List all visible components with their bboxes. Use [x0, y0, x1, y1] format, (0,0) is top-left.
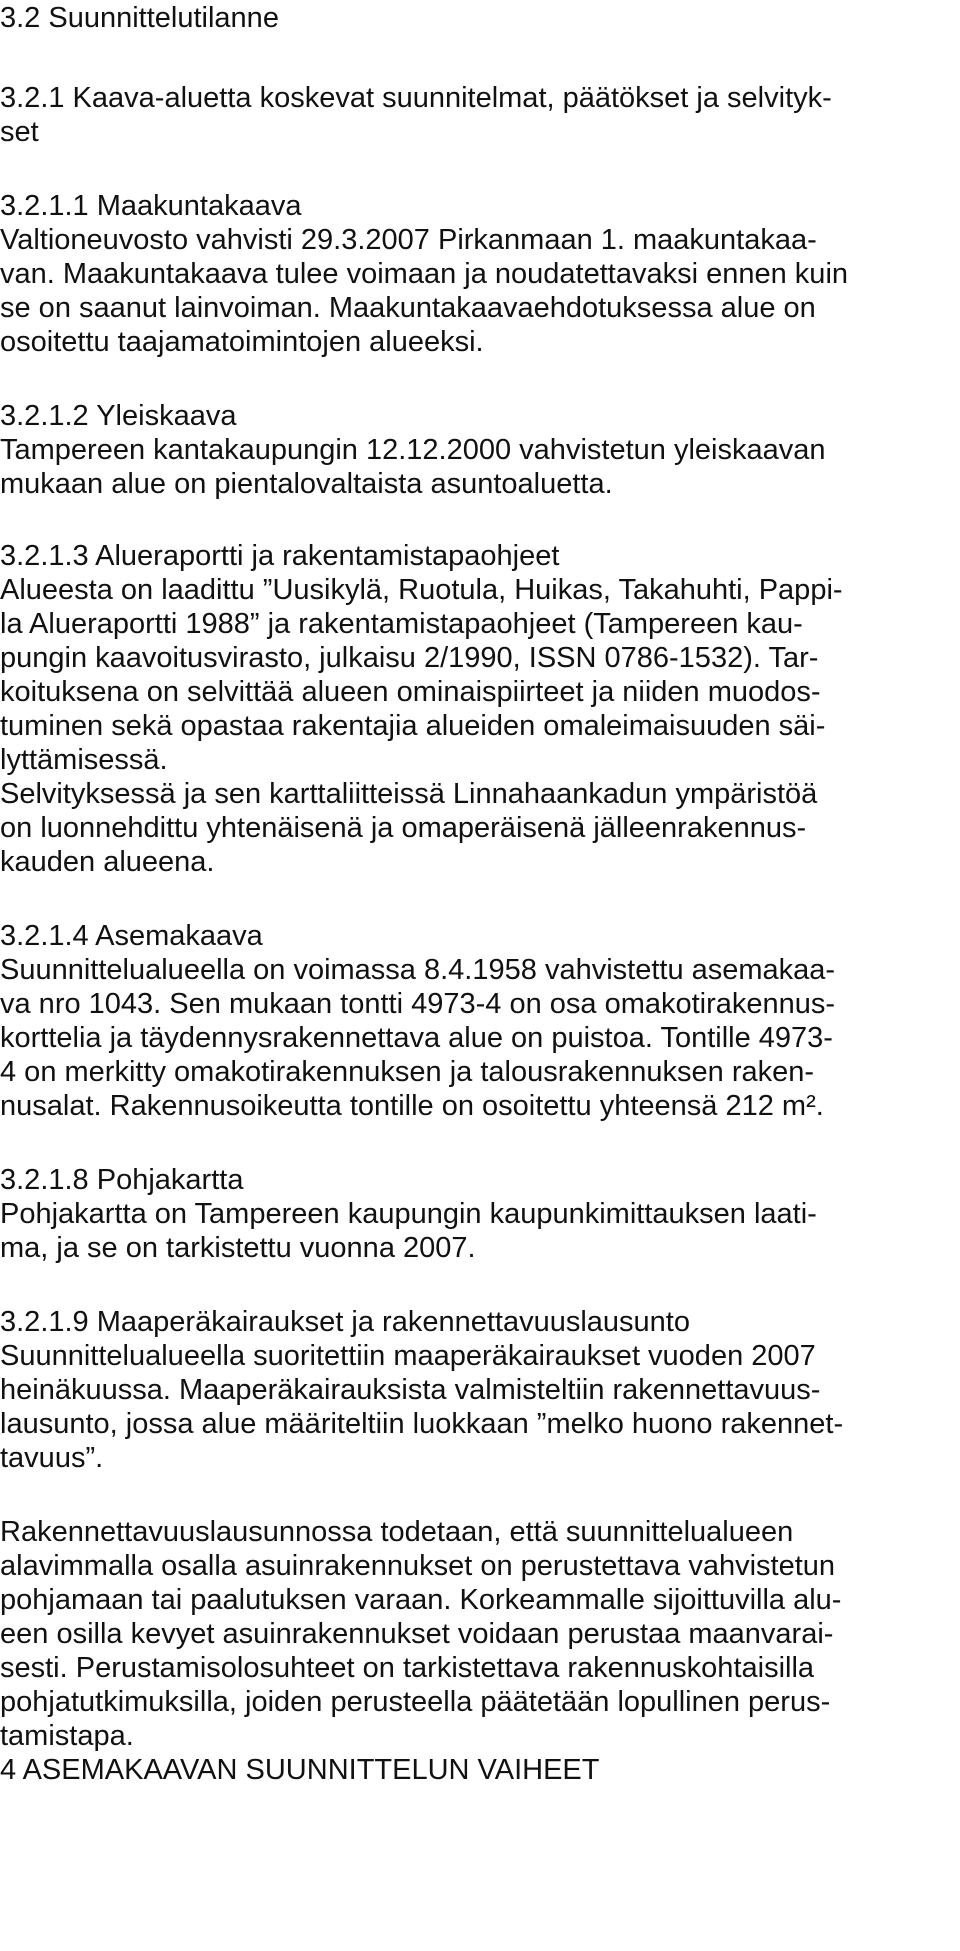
paragraph-line: la Alueraportti 1988” ja rakentamistapaohjeet (Tampereen kau-: [0, 608, 803, 640]
paragraph-line: sesti. Perustamisolosuhteet on tarkistettava rakennuskohtaisilla: [0, 1652, 815, 1684]
paragraph-line: osoitettu taajamatoimintojen alueeksi.: [0, 326, 484, 358]
paragraph-line: tavuus”.: [0, 1442, 104, 1474]
paragraph-line: een osilla kevyet asuinrakennukset voidaan perustaa maanvarai-: [0, 1618, 834, 1650]
paragraph-line: lausunto, jossa alue määriteltiin luokkaan ”melko huono rakennet-: [0, 1408, 844, 1440]
paragraph-line: pungin kaavoitusvirasto, julkaisu 2/1990, ISSN 0786-1532). Tar-: [0, 642, 819, 674]
paragraph-line: van. Maakuntakaava tulee voimaan ja noudatettavaksi ennen kuin: [0, 258, 849, 290]
paragraph-line: Selvityksessä ja sen karttaliitteissä Linnahaankadun ympäristöä: [0, 778, 818, 810]
paragraph-line: heinäkuussa. Maaperäkairauksista valmisteltiin rakennettavuus-: [0, 1374, 821, 1406]
paragraph-line: Suunnittelualueella suoritettiin maaperäkairaukset vuoden 2007: [0, 1340, 816, 1372]
paragraph-line: Tampereen kantakaupungin 12.12.2000 vahvistetun yleiskaavan: [0, 434, 826, 466]
paragraph-line: 4 on merkitty omakotirakennuksen ja talousrakennuksen raken-: [0, 1056, 815, 1088]
paragraph-line: Pohjakartta on Tampereen kaupungin kaupunkimittauksen laati-: [0, 1198, 817, 1230]
paragraph-line: ma, ja se on tarkistettu vuonna 2007.: [0, 1232, 476, 1264]
paragraph-line: pohjatutkimuksilla, joiden perusteella päätetään lopullinen perus-: [0, 1686, 831, 1718]
paragraph-line: koituksena on selvittää alueen ominaispiirteet ja niiden muodos-: [0, 676, 821, 708]
heading-asemakaava: 3.2.1.4 Asemakaava: [0, 920, 263, 952]
heading-maaperakairaukset: 3.2.1.9 Maaperäkairaukset ja rakennettavuuslausunto: [0, 1306, 690, 1338]
heading-alueraportti: 3.2.1.3 Alueraportti ja rakentamistapaohjeet: [0, 540, 560, 572]
subsection-heading: 3.2.1 Kaava-aluetta koskevat suunnitelmat, päätökset ja selvityk-: [0, 82, 832, 114]
paragraph-line: tuminen sekä opastaa rakentajia alueiden omaleimaisuuden säi-: [0, 710, 826, 742]
paragraph-line: Rakennettavuuslausunnossa todetaan, että suunnittelualueen: [0, 1516, 794, 1548]
paragraph-line: 4 ASEMAKAAVAN SUUNNITTELUN VAIHEET: [0, 1754, 600, 1786]
paragraph-line: Alueesta on laadittu ”Uusikylä, Ruotula, Huikas, Takahuhti, Pappi-: [0, 574, 843, 606]
paragraph-line: korttelia ja täydennysrakennettava alue on puistoa. Tontille 4973-: [0, 1022, 833, 1054]
paragraph-line: tamistapa.: [0, 1720, 134, 1752]
paragraph-line: kauden alueena.: [0, 846, 215, 878]
paragraph-line: alavimmalla osalla asuinrakennukset on perustettava vahvistetun: [0, 1550, 836, 1582]
section-heading: 3.2 Suunnittelutilanne: [0, 2, 279, 34]
paragraph-line: va nro 1043. Sen mukaan tontti 4973-4 on osa omakotirakennus-: [0, 988, 836, 1020]
heading-yleiskaava: 3.2.1.2 Yleiskaava: [0, 400, 237, 432]
paragraph-line: se on saanut lainvoiman. Maakuntakaavaehdotuksessa alue on: [0, 292, 816, 324]
paragraph-line: Valtioneuvosto vahvisti 29.3.2007 Pirkanmaan 1. maakuntakaa-: [0, 224, 817, 256]
paragraph-line: mukaan alue on pientalovaltaista asuntoaluetta.: [0, 468, 613, 500]
paragraph-line: on luonnehdittu yhtenäisenä ja omaperäisenä jälleenrakennus-: [0, 812, 807, 844]
heading-maakuntakaava: 3.2.1.1 Maakuntakaava: [0, 190, 302, 222]
paragraph-line: nusalat. Rakennusoikeutta tontille on osoitettu yhteensä 212 m².: [0, 1090, 824, 1122]
subsection-heading-continued: set: [0, 116, 39, 148]
paragraph-line: Suunnittelualueella on voimassa 8.4.1958 vahvistettu asemakaa-: [0, 954, 836, 986]
heading-pohjakartta: 3.2.1.8 Pohjakartta: [0, 1164, 244, 1196]
paragraph-line: pohjamaan tai paalutuksen varaan. Korkeammalle sijoittuvilla alu-: [0, 1584, 842, 1616]
paragraph-line: lyttämisessä.: [0, 744, 168, 776]
